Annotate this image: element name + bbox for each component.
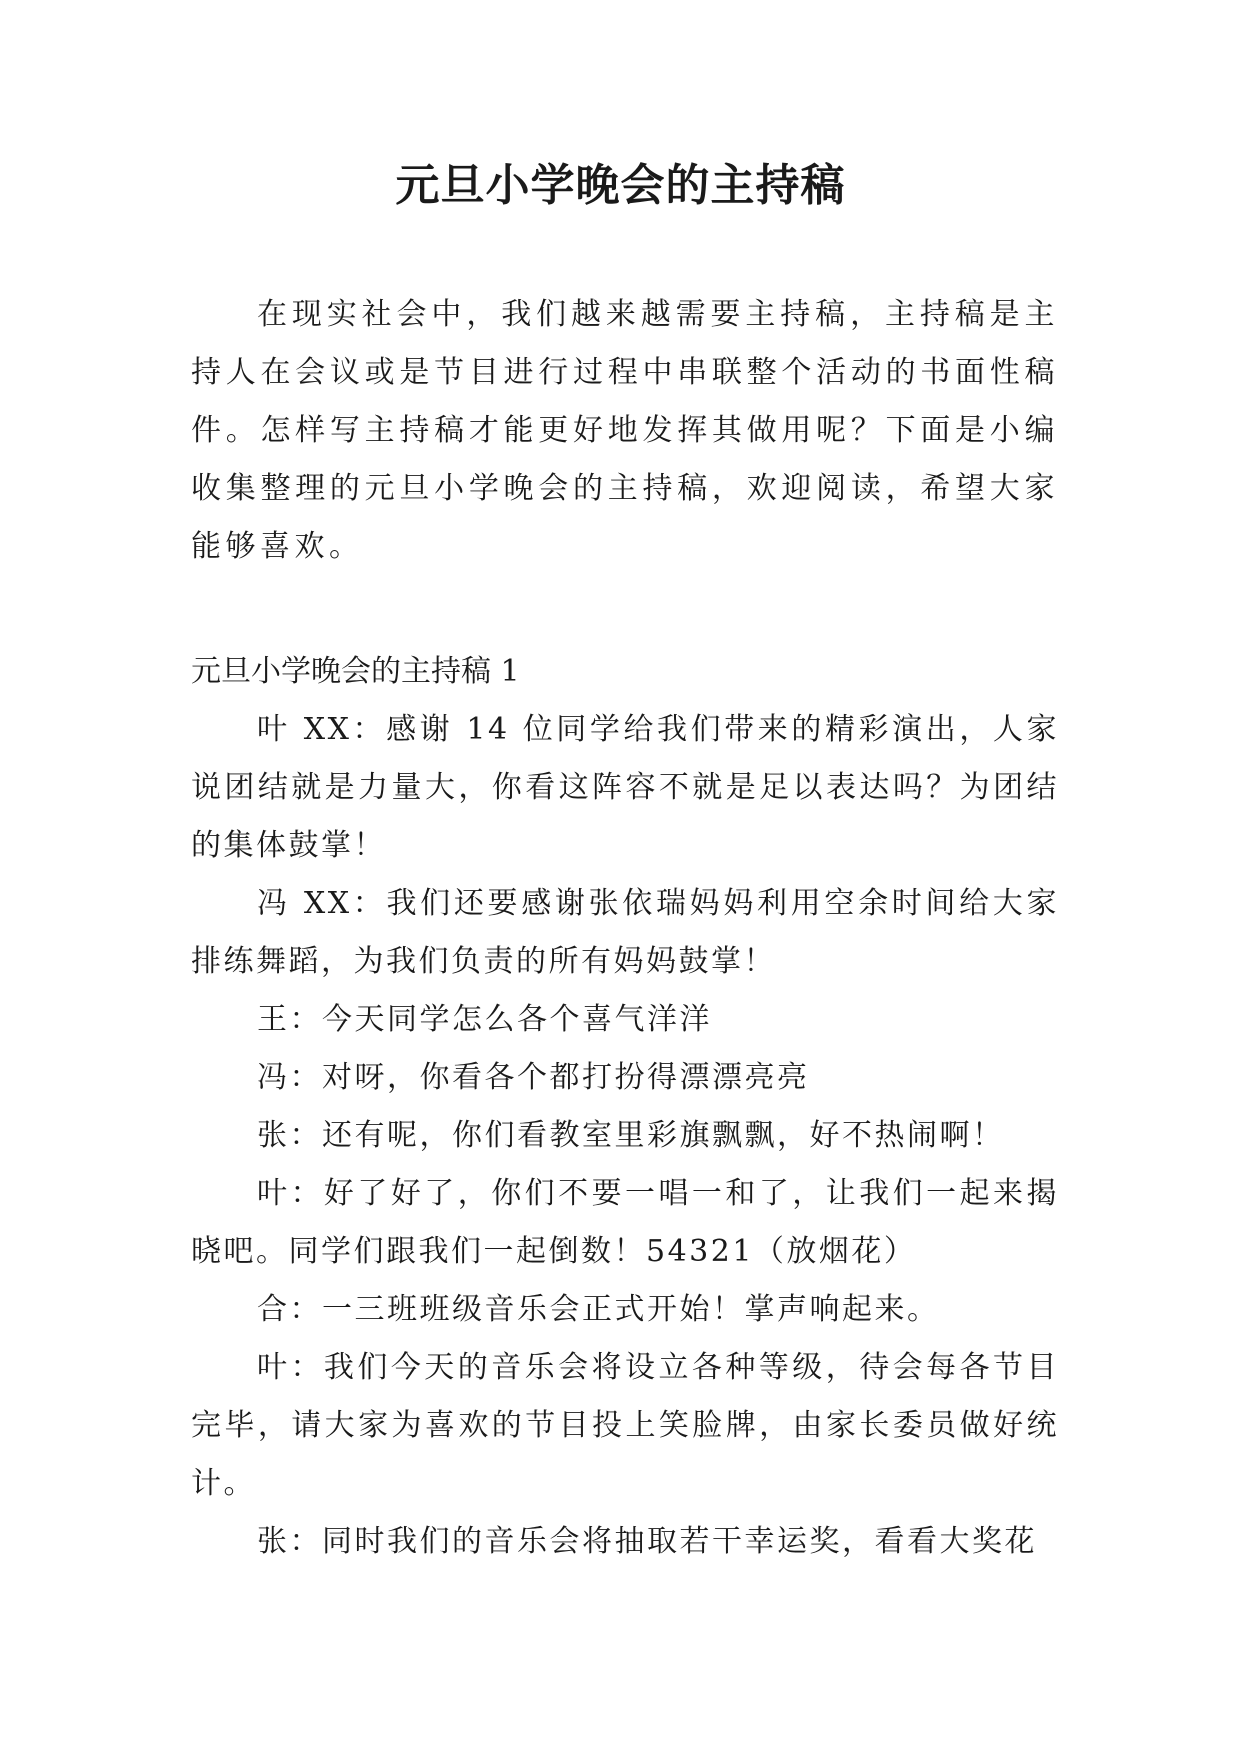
section-heading: 元旦小学晚会的主持稿 1 xyxy=(191,654,520,689)
document-title: 元旦小学晚会的主持稿 xyxy=(395,160,846,211)
dialogue-paragraph: 张：还有呢，你们看教室里彩旗飘飘，好不热闹啊！ xyxy=(257,1118,1005,1153)
dialogue-paragraph: 叶：好了好了，你们不要一唱一和了，让我们一起来揭晓吧。同学们跟我们一起倒数！54321（放烟花） xyxy=(191,1176,1059,1269)
intro-paragraph: 在现实社会中，我们越来越需要主持稿，主持稿是主持人在会议或是节目进行过程中串联整个活动的书面性稿件。怎样写主持稿才能更好地发挥其做用呢？下面是小编收集整理的元旦小学晚会的主持稿，欢迎阅读，希望大家能够喜欢。 xyxy=(191,297,1059,564)
dialogue-paragraph: 冯：对呀，你看各个都打扮得漂漂亮亮 xyxy=(257,1060,810,1095)
dialogue-paragraph: 冯 XX：我们还要感谢张依瑞妈妈利用空余时间给大家排练舞蹈，为我们负责的所有妈妈鼓掌！ xyxy=(191,886,1059,979)
dialogue-paragraph: 合：一三班班级音乐会正式开始！掌声响起来。 xyxy=(257,1292,940,1327)
dialogue-paragraph: 叶 XX：感谢 14 位同学给我们带来的精彩演出，人家说团结就是力量大，你看这阵容不就是足以表达吗？为团结的集体鼓掌！ xyxy=(191,712,1059,863)
dialogue-section xyxy=(191,701,1059,1571)
dialogue-paragraph: 叶：我们今天的音乐会将设立各种等级，待会每各节目完毕，请大家为喜欢的节目投上笑脸牌，由家长委员做好统计。 xyxy=(191,1350,1059,1501)
dialogue-paragraph: 王：今天同学怎么各个喜气洋洋 xyxy=(257,1002,712,1037)
dialogue-paragraph: 张：同时我们的音乐会将抽取若干幸运奖，看看大奖花 xyxy=(257,1524,1037,1559)
